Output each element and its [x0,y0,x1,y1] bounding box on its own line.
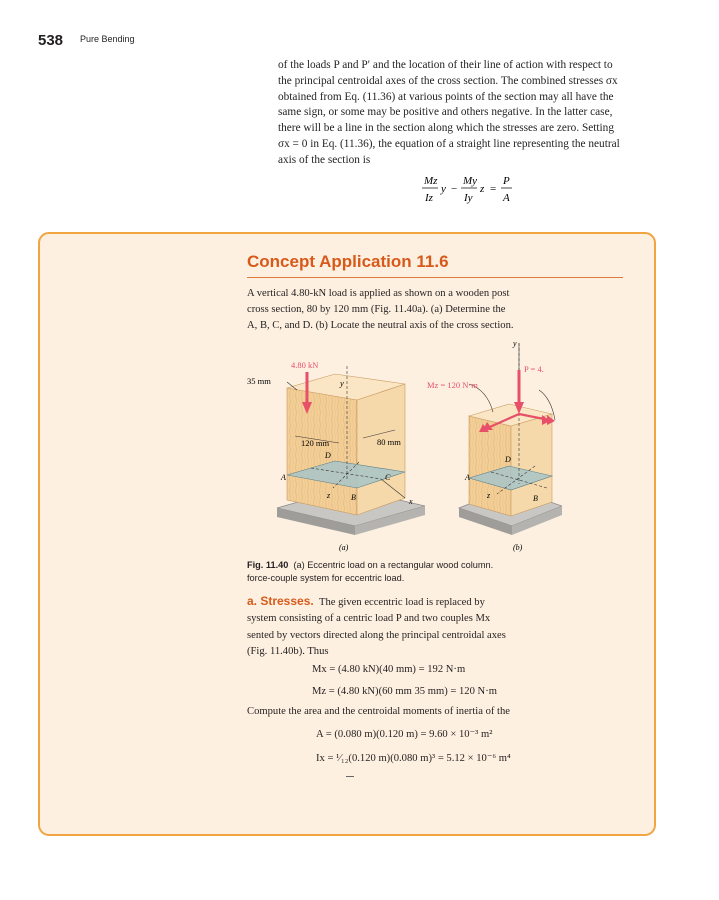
post-front-face-b [469,416,511,516]
eq-minus: − [451,183,458,195]
moment-label-b: Mz = 120 N·m [427,380,478,390]
part-a-heading: a. Stresses. [247,594,314,608]
y-label-a: y [340,378,344,388]
y-label-b: y [513,339,517,348]
eq-rhs-den: A [503,192,510,204]
eq-equals: = [490,183,497,195]
post-side-face-b [511,414,552,516]
subfig-a-label: (a) [339,543,349,552]
width-label: 120 mm [301,438,330,448]
subfig-b-label: (b) [513,543,523,552]
eq-mx: Mx = (4.80 kN)(40 mm) = 192 N·m [312,664,466,675]
z-label-a: z [327,491,331,500]
figure-b [427,339,562,552]
intro-line: the principal centroidal axes of the cross section. The combined stresses σx [278,74,618,87]
part-a-first-line [247,593,559,611]
part-a-line: (Fig. 11.40b). Thus [247,646,329,658]
point-d-a: D [325,451,331,460]
compute-line: Compute the area and the centroidal moments of inertia of the [247,706,510,717]
intro-line: obtained from Eq. (11.36) at various points of the section may all have the [278,90,614,103]
load-label-a: 4.80 kN [291,360,319,370]
concept-intro [247,286,627,335]
eq-term2-den: Iy [464,192,473,204]
eq-term2-num: My [463,175,478,187]
intro-line: there will be a line in the section along which the stresses are zero. Setting [278,122,614,135]
concept-title: Concept Application 11.6 [247,252,449,271]
concept-intro-line: A vertical 4.80-kN load is applied as shown on a wooden post [247,288,510,299]
intro-line: of the loads P and P′ and the location of their line of action with respect to [278,59,613,71]
eq-area: A = (0.080 m)(0.120 m) = 9.60 × 10⁻³ m² [316,729,493,740]
post-side-face [357,384,405,515]
point-a-a: A [281,473,286,482]
point-c-a: C [385,473,391,482]
caption-line [247,559,577,572]
part-a-first-text: The given eccentric load is replaced by [319,597,485,608]
depth-label: 80 mm [377,437,401,447]
figure-a [247,360,425,552]
eq-term2-var: z [480,183,485,195]
point-b-a: B [351,493,356,502]
figure-caption [247,559,577,584]
intro-line: axis of the section is [278,153,371,166]
z-label-b: z [487,491,491,500]
post-front-face [287,388,357,515]
intro-line: same sign, or some may be positive and others negative. In the latter case, [278,106,613,119]
chapter-title: Pure Bending [80,34,135,44]
eq-rhs-num: P [503,175,510,187]
intro-paragraph [278,58,656,169]
load-label-b: P = 4. [524,364,544,374]
eq-term1-var: y [441,183,446,195]
intro-line: σx = 0 in Eq. (11.36), the equation of a straight line representing the neutral [278,137,620,150]
caption-line: force-couple system for eccentric load. [247,572,405,583]
neutral-axis-equation [420,170,530,210]
eq-inertia: Ix = ¹⁄₁₂(0.120 m)(0.080 m)³ = 5.12 × 10⁻⁶ m⁴ [316,753,511,764]
point-b-b: B [533,494,538,503]
concept-title-rule [247,277,623,278]
concept-intro-line: A, B, C, and D. (b) Locate the neutral axis of the cross section. [247,320,514,332]
page-number: 538 [38,32,64,49]
caption-fig-number: Fig. 11.40 [247,560,289,570]
part-a [247,593,559,661]
caption-text: (a) Eccentric load on a rectangular wood column. [293,560,494,570]
x-label-a: x [409,497,413,506]
part-a-line: system consisting of a centric load P and two couples Mx [247,613,491,625]
part-a-line: sented by vectors directed along the principal centroidal axes [247,629,506,641]
point-a-b: A [465,473,470,482]
figure-11-40 [247,338,562,558]
equation-dash [346,776,354,777]
concept-intro-line: cross section, 80 by 120 mm (Fig. 11.40a). (a) Determine the [247,304,506,316]
eq-term1-num: Mz [424,175,438,187]
offset-label: 35 mm [247,376,271,386]
eq-term1-den: Iz [425,192,433,204]
eq-mz: Mz = (4.80 kN)(60 mm 35 mm) = 120 N·m [312,686,497,697]
point-d-b: D [505,455,511,464]
